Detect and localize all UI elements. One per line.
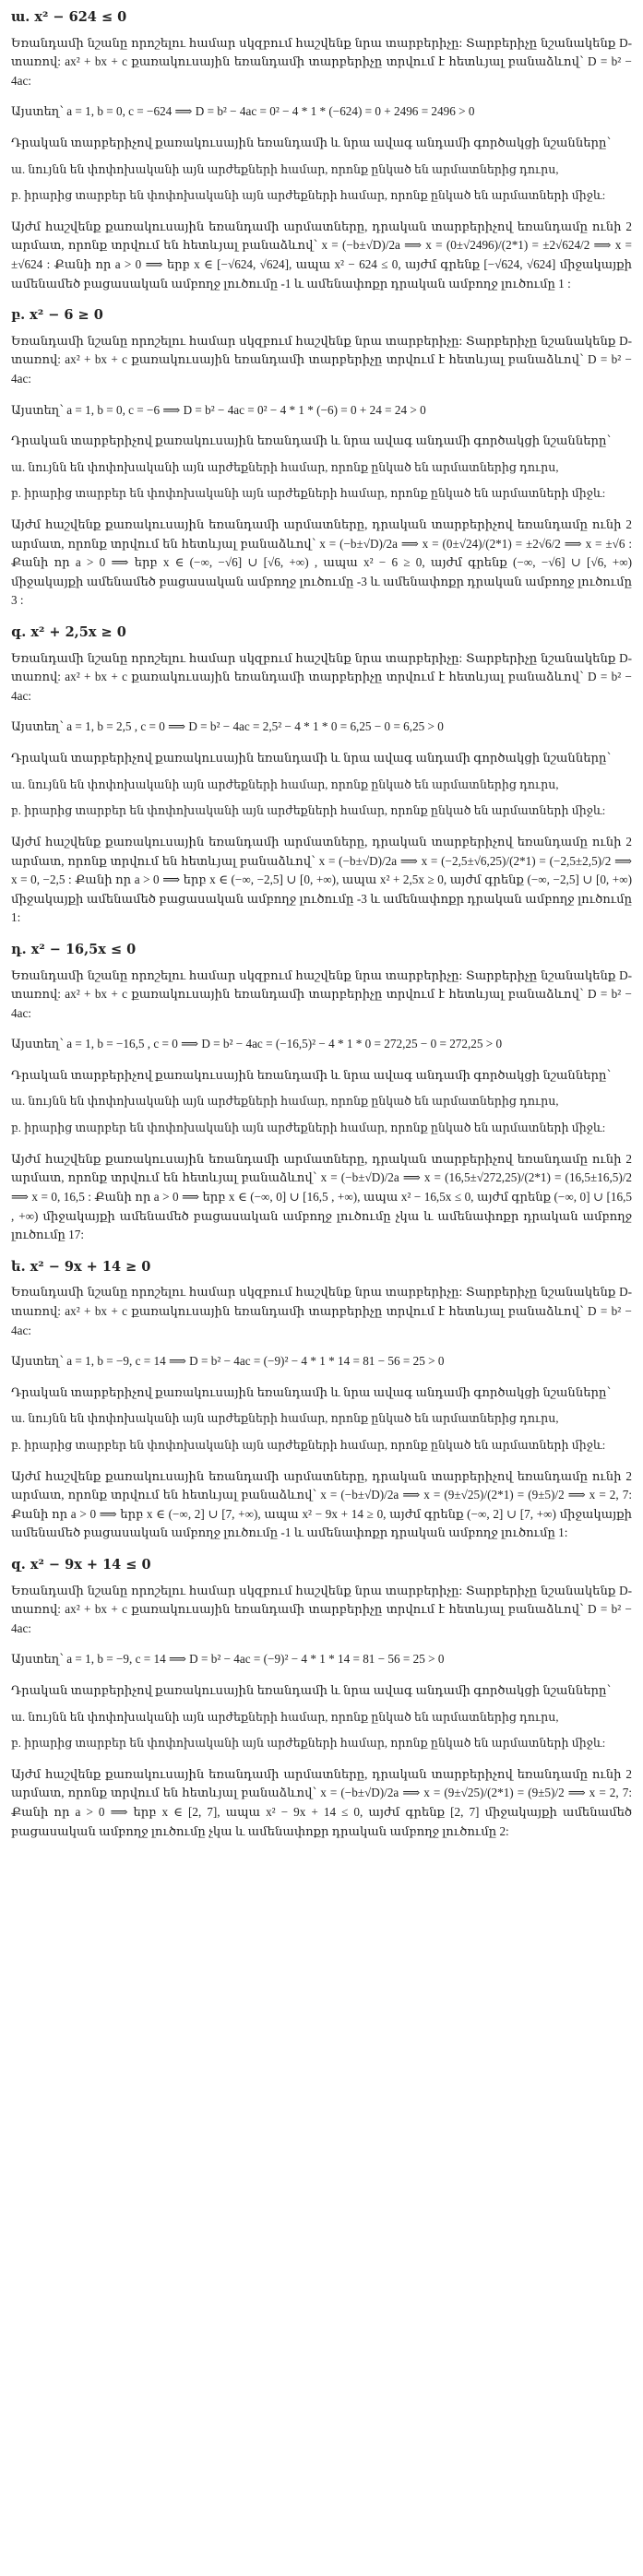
sign-rule-note: Դրական տարբերիչով քառակուսային եռանդամի և նրա ավագ անդամի գործակցի նշանները՝ [11,135,612,149]
discriminant-intro: Եռանդամի նշանը որոշելու համար սկզբում հաշվենք նրա տարբերիչը: Տարբերիչը նշանակենք D-տառով: ax² + bx + c քառակուսային եռանդամի տարբերիչը տրվում է հետևյալ բանաձևով՝ D = b² − 4ac: [11,333,632,386]
sign-rule-point-b: բ. իրարից տարբեր են փոփոխականի այն արժեքների համար, որոնք ընկած են արմատների միջև: [11,1438,606,1452]
problem-section-b [11,305,632,611]
given-coefficients: Այստեղ՝ a = 1, b = 2,5 , c = 0 ⟹ D = b² − 4ac = 2,5² − 4 * 1 * 0 = 6,25 − 0 = 6,25 > 0 [11,719,444,734]
given-coefficients: Այստեղ՝ a = 1, b = −9, c = 14 ⟹ D = b² − 4ac = (−9)² − 4 * 1 * 14 = 81 − 56 = 25 > 0 [11,1652,445,1667]
discriminant-intro: Եռանդամի նշանը որոշելու համար սկզբում հաշվենք նրա տարբերիչը: Տարբերիչը նշանակենք D-տառով: ax² + bx + c քառակուսային եռանդամի տարբերիչը տրվում է հետևյալ բանաձևով՝ D = b² − 4ac: [11,1583,632,1635]
sign-rule-note: Դրական տարբերիչով քառակուսային եռանդամի և նրա ավագ անդամի գործակցի նշանները՝ [11,1682,612,1697]
given-coefficients: Այստեղ՝ a = 1, b = 0, c = −6 ⟹ D = b² − 4ac = 0² − 4 * 1 * (−6) = 0 + 24 = 24 > 0 [11,402,426,417]
problem-heading: զ. x² − 9x + 14 ≤ 0 [11,1556,151,1573]
given-coefficients: Այստեղ՝ a = 1, b = 0, c = −624 ⟹ D = b² − 4ac = 0² − 4 * 1 * (−624) = 0 + 2496 = 2496 > 0 [11,104,475,119]
problem-heading: դ. x² − 16,5x ≤ 0 [11,941,137,957]
sign-rule-note: Դրական տարբերիչով քառակուսային եռանդամի և նրա ավագ անդամի գործակցի նշանները՝ [11,751,612,766]
sign-rule-point-a: ա. նույնն են փոփոխականի այն արժեքների համար, որոնք ընկած են արմատներից դուրս, [11,1095,559,1109]
sign-rule-point-a: ա. նույնն են փոփոխականի այն արժեքների համար, որոնք ընկած են արմատներից դուրս, [11,162,559,176]
sign-rule-note: Դրական տարբերիչով քառակուսային եռանդամի և նրա ավագ անդամի գործակցի նշանները՝ [11,1067,612,1082]
solution-paragraph: Այժմ հաշվենք քառակուսային եռանդամի արմատները, դրական տարբերիչով եռանդամը ունի 2 արմատ, որոնք տրվում են հետևյալ բանաձևով՝ x = (−b±√D)/2a ⟹ x = (0±√2496)/(2*1) = ±2√624/2 ⟹ x = ±√624 : Քանի որ a > 0 ⟹ երբ x ∈ [−√624, √624], ապա x² − 624 ≤ 0, այժմ գրենք [−√624, √624] միջակայքի ամենամեծ բացասական ամբողջ լուծումը -1 և ամենափոքր դրական ամբողջ լուծումը 1 : [11,219,632,291]
problem-section-f [11,1555,632,1841]
sign-rule-point-a: ա. նույնն են փոփոխականի այն արժեքների համար, որոնք ընկած են արմատներից դուրս, [11,778,559,791]
sign-rule-point-a: ա. նույնն են փոփոխականի այն արժեքների համար, որոնք ընկած են արմատներից դուրս, [11,1710,559,1724]
problem-section-c [11,623,632,928]
problem-heading: բ. x² − 6 ≥ 0 [11,307,103,324]
problem-section-a [11,7,632,293]
solution-paragraph: Այժմ հաշվենք քառակուսային եռանդամի արմատները, դրական տարբերիչով եռանդամը ունի 2 արմատ, որոնք տրվում են հետևյալ բանաձևով՝ x = (−b±√D)/2a ⟹ x = (−2,5±√6,25)/(2*1) = (−2,5±2,5)/2 ⟹ x = 0, −2,5 : Քանի որ a > 0 ⟹ երբ x ∈ (−∞, −2,5] ∪ [0, +∞), ապա x² + 2,5x ≥ 0, այժմ գրենք (−∞, −2,5] ∪ [0, +∞) միջակայքի ամենամեծ բացասական ամբողջ լուծումը -3 և ամենափոքր դրական ամբողջ լուծումը 1: [11,834,632,925]
sign-rule-point-b: բ. իրարից տարբեր են փոփոխականի այն արժեքների համար, որոնք ընկած են արմատների միջև: [11,487,606,501]
problem-section-d [11,940,632,1245]
discriminant-intro: Եռանդամի նշանը որոշելու համար սկզբում հաշվենք նրա տարբերիչը: Տարբերիչը նշանակենք D-տառով: ax² + bx + c քառակուսային եռանդամի տարբերիչը տրվում է հետևյալ բանաձևով՝ D = b² − 4ac: [11,650,632,703]
sign-rule-point-b: բ. իրարից տարբեր են փոփոխականի այն արժեքների համար, որոնք ընկած են արմատների միջև: [11,1737,606,1751]
given-coefficients: Այստեղ՝ a = 1, b = −16,5 , c = 0 ⟹ D = b² − 4ac = (−16,5)² − 4 * 1 * 0 = 272,25 − 0 = 272,25 > 0 [11,1037,503,1051]
sign-rule-point-a: ա. նույնն են փոփոխականի այն արժեքների համար, որոնք ընկած են արմատներից դուրս, [11,460,559,474]
discriminant-intro: Եռանդամի նշանը որոշելու համար սկզբում հաշվենք նրա տարբերիչը: Տարբերիչը նշանակենք D-տառով: ax² + bx + c քառակուսային եռանդամի տարբերիչը տրվում է հետևյալ բանաձևով՝ D = b² − 4ac: [11,967,632,1020]
problem-heading: ե. x² − 9x + 14 ≥ 0 [11,1258,151,1275]
sign-rule-point-b: բ. իրարից տարբեր են փոփոխականի այն արժեքների համար, որոնք ընկած են արմատների միջև: [11,804,606,818]
solution-paragraph: Այժմ հաշվենք քառակուսային եռանդամի արմատները, դրական տարբերիչով եռանդամը ունի 2 արմատ, որոնք տրվում են հետևյալ բանաձևով՝ x = (−b±√D)/2a ⟹ x = (9±√25)/(2*1) = (9±5)/2 ⟹ x = 2, 7: Քանի որ a > 0 ⟹ երբ x ∈ [2, 7], ապա x² − 9x + 14 ≤ 0, այժմ գրենք [2, 7] միջակայքի ամենամեծ բացասական ամբողջ լուծումը չկա և ամենափոքր դրական ամբողջ լուծումը 2: [11,1766,632,1838]
sign-rule-point-b: բ. իրարից տարբեր են փոփոխականի այն արժեքների համար, որոնք ընկած են արմատների միջև: [11,1122,606,1135]
problem-heading: գ. x² + 2,5x ≥ 0 [11,624,126,641]
discriminant-intro: Եռանդամի նշանը որոշելու համար սկզբում հաշվենք նրա տարբերիչը: Տարբերիչը նշանակենք D-տառով: ax² + bx + c քառակուսային եռանդամի տարբերիչը տրվում է հետևյալ բանաձևով՝ D = b² − 4ac: [11,1285,632,1337]
sign-rule-note: Դրական տարբերիչով քառակուսային եռանդամի և նրա ավագ անդամի գործակցի նշանները՝ [11,433,612,448]
solution-paragraph: Այժմ հաշվենք քառակուսային եռանդամի արմատները, դրական տարբերիչով եռանդամը ունի 2 արմատ, որոնք տրվում են հետևյալ բանաձևով՝ x = (−b±√D)/2a ⟹ x = (16,5±√272,25)/(2*1) = (16,5±16,5)/2 ⟹ x = 0, 16,5 : Քանի որ a > 0 ⟹ երբ x ∈ (−∞, 0] ∪ [16,5 , +∞), ապա x² − 16,5x ≤ 0, այժմ գրենք (−∞, 0] ∪ [16,5 , +∞) միջակայքի ամենամեծ բացասական ամբողջ լուծումը չկա և ամենափոքր դրական ամբողջ լուծումը 17: [11,1151,632,1242]
solution-paragraph: Այժմ հաշվենք քառակուսային եռանդամի արմատները, դրական տարբերիչով եռանդամը ունի 2 արմատ, որոնք տրվում են հետևյալ բանաձևով՝ x = (−b±√D)/2a ⟹ x = (9±√25)/(2*1) = (9±5)/2 ⟹ x = 2, 7: Քանի որ a > 0 ⟹ երբ x ∈ (−∞, 2] ∪ [7, +∞), ապա x² − 9x + 14 ≥ 0, այժմ գրենք (−∞, 2] ∪ [7, +∞) միջակայքի ամենամեծ բացասական ամբողջ լուծումը -1 և ամենափոքր դրական ամբողջ լուծումը 1: [11,1468,632,1540]
given-coefficients: Այստեղ՝ a = 1, b = −9, c = 14 ⟹ D = b² − 4ac = (−9)² − 4 * 1 * 14 = 81 − 56 = 25 > 0 [11,1354,445,1369]
sign-rule-point-b: բ. իրարից տարբեր են փոփոխականի այն արժեքների համար, որոնք ընկած են արմատների միջև: [11,189,606,203]
sign-rule-point-a: ա. նույնն են փոփոխականի այն արժեքների համար, որոնք ընկած են արմատներից դուրս, [11,1412,559,1426]
problem-section-e [11,1257,632,1543]
solution-paragraph: Այժմ հաշվենք քառակուսային եռանդամի արմատները, դրական տարբերիչով եռանդամը ունի 2 արմատ, որոնք տրվում են հետևյալ բանաձևով՝ x = (−b±√D)/2a ⟹ x = (0±√24)/(2*1) = ±2√6/2 ⟹ x = ±√6 : Քանի որ a > 0 ⟹ երբ x ∈ (−∞, −√6] ∪ [√6, +∞) , ապա x² − 6 ≥ 0, այժմ գրենք (−∞, −√6] ∪ [√6, +∞) միջակայքի ամենամեծ բացասական ամբողջ լուծումը -3 և ամենափոքր դրական ամբողջ լուծումը 3 : [11,517,632,608]
problem-heading: ա. x² − 624 ≤ 0 [11,9,127,25]
sign-rule-note: Դրական տարբերիչով քառակուսային եռանդամի և նրա ավագ անդամի գործակցի նշանները՝ [11,1384,612,1399]
discriminant-intro: Եռանդամի նշանը որոշելու համար սկզբում հաշվենք նրա տարբերիչը: Տարբերիչը նշանակենք D-տառով: ax² + bx + c քառակուսային եռանդամի տարբերիչը տրվում է հետևյալ բանաձևով՝ D = b² − 4ac: [11,35,632,88]
